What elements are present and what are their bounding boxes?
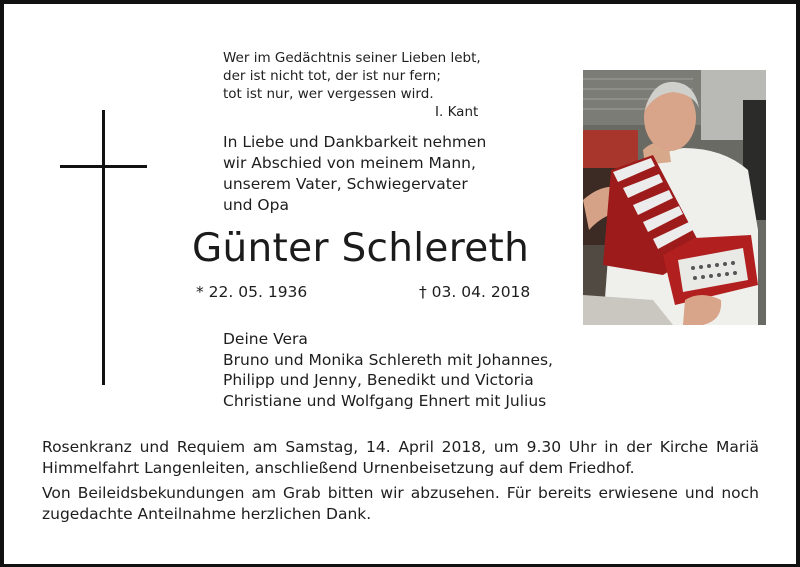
quote-line: Wer im Gedächtnis seiner Lieben lebt,: [223, 50, 481, 66]
memorial-quote: [223, 49, 481, 121]
condolence-note: Von Beileidsbekundungen am Grab bitten wir abzusehen. Für bereits erwiesene und noch zugedachte Anteilnahme herzlichen Dank.: [42, 484, 759, 523]
birth-date: * 22. 05. 1936: [196, 283, 308, 301]
quote-author: I. Kant: [435, 104, 479, 120]
portrait-photo: [583, 70, 766, 325]
death-date: † 03. 04. 2018: [419, 283, 531, 301]
mourners-list: [223, 329, 553, 412]
mourner-line: Bruno und Monika Schlereth mit Johannes,: [223, 350, 553, 369]
intro-line: unserem Vater, Schwiegervater: [223, 175, 468, 193]
cross-vertical-bar: [102, 110, 105, 385]
farewell-intro: [223, 132, 486, 216]
service-info: Rosenkranz und Requiem am Samstag, 14. April 2018, um 9.30 Uhr in der Kirche Mariä Himmelfahrt Langenleiten, anschließend Urnenbeisetzung auf dem Friedhof.: [42, 438, 759, 477]
intro-line: In Liebe und Dankbarkeit nehmen: [223, 133, 487, 151]
service-details: [42, 437, 759, 524]
quote-line: tot ist nur, wer vergessen wird.: [223, 86, 434, 102]
intro-line: wir Abschied von meinem Mann,: [223, 154, 476, 172]
mourner-line: Deine Vera: [223, 330, 308, 348]
deceased-name: Günter Schlereth: [192, 226, 530, 271]
mourner-line: Philipp und Jenny, Benedikt und Victoria: [223, 371, 534, 390]
intro-line: und Opa: [223, 196, 289, 214]
mourner-line: Christiane und Wolfgang Ehnert mit Julius: [223, 392, 547, 411]
quote-line: der ist nicht tot, der ist nur fern;: [223, 68, 441, 84]
cross-horizontal-bar: [60, 165, 147, 168]
